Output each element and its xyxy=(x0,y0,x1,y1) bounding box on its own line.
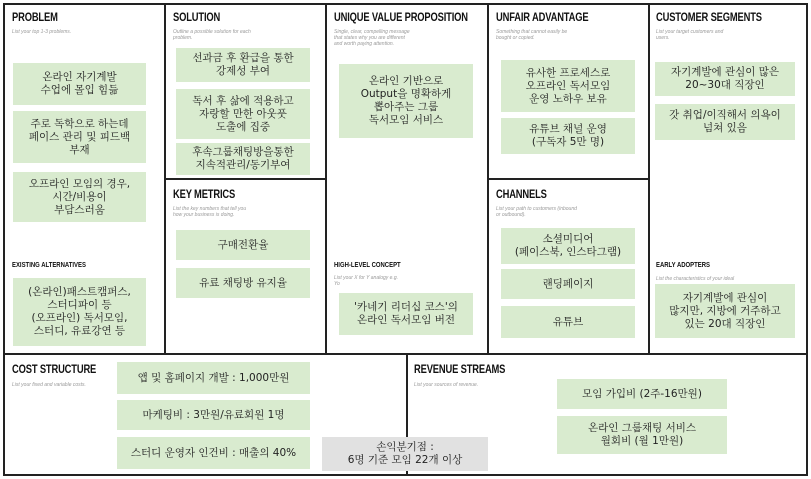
revenue-note: 온라인 그룹채팅 서비스 월회비 (월 1만원) xyxy=(557,416,727,454)
metrics-note: 구매전환율 xyxy=(176,230,310,260)
revenue-streams-header: REVENUE STREAMS xyxy=(414,362,506,376)
channels-note: 랜딩페이지 xyxy=(501,269,635,299)
solution-subtitle: Outline a possible solution for each problem. xyxy=(173,29,251,41)
problem-note: 오프라인 모임의 경우, 시간/비용이 부담스러움 xyxy=(13,172,146,222)
problem-note: 주로 독학으로 하는데 페이스 관리 및 피드백 부재 xyxy=(13,111,146,163)
high-level-concept-subtitle: List your X for Y analogy e.g. Yo xyxy=(334,275,399,287)
alternatives-note: (온라인)패스트캠퍼스, 스터디파이 등 (오프라인) 독서모임, 스터디, 유료강연 등 xyxy=(13,278,146,346)
unfair-advantage-subtitle: Something that cannot easily be bought or copied. xyxy=(496,29,568,41)
metrics-note: 유료 채팅방 유지율 xyxy=(176,268,310,298)
key-metrics-subtitle: List the key numbers that tell you how your business is doing. xyxy=(173,206,247,218)
early-adopters-subtitle: List the characteristics of your ideal xyxy=(656,276,735,282)
early-adopters-header: EARLY ADOPTERS xyxy=(656,262,711,269)
early-adopters-note: 자기계발에 관심이 많지만, 지방에 거주하고 있는 20대 직장인 xyxy=(655,284,795,338)
customer-segments-subtitle: List your target customers and users. xyxy=(656,29,724,41)
unfair-advantage-note: 유튜브 채널 운영 (구독자 5만 명) xyxy=(501,118,635,154)
cost-note: 마케팅비 : 3만원/유료회원 1명 xyxy=(117,400,310,430)
problem-note: 온라인 자기계발 수업에 몰입 힘듦 xyxy=(13,63,146,105)
problem-header: PROBLEM xyxy=(12,10,58,24)
segments-note: 갓 취업/이직해서 의욕이 넘쳐 있음 xyxy=(655,104,795,140)
divider-unfair-channels xyxy=(488,178,649,180)
divider-solution-metrics xyxy=(165,178,326,180)
border-right xyxy=(806,3,808,476)
channels-header: CHANNELS xyxy=(496,187,547,201)
solution-header: SOLUTION xyxy=(173,10,221,24)
segments-note: 자기계발에 관심이 많은 20~30대 직장인 xyxy=(655,62,795,96)
breakeven-note: 손익분기점 : 6명 기준 모임 22개 이상 xyxy=(322,437,488,471)
problem-subtitle: List your top 1-3 problems. xyxy=(12,29,72,35)
concept-note: '카네기 리더십 코스'의 온라인 독서모임 버전 xyxy=(339,293,473,335)
border-top xyxy=(3,3,808,5)
solution-note: 선과금 후 환급을 통한 강제성 부여 xyxy=(176,48,310,82)
revenue-streams-subtitle: List your sources of revenue. xyxy=(414,382,479,388)
customer-segments-header: CUSTOMER SEGMENTS xyxy=(656,10,762,24)
cost-structure-header: COST STRUCTURE xyxy=(12,362,97,376)
cost-structure-subtitle: List your fixed and variable costs. xyxy=(12,382,86,388)
revenue-note: 모임 가입비 (2주-16만원) xyxy=(557,379,727,409)
solution-note: 독서 후 삶에 적용하고 자랑할 만한 아웃풋 도출에 집중 xyxy=(176,89,310,139)
cost-note: 스터디 운영자 인건비 : 매출의 40% xyxy=(117,437,310,469)
uvp-header: UNIQUE VALUE PROPOSITION xyxy=(334,10,468,24)
border-left xyxy=(3,3,5,476)
solution-note: 후속그룹채팅방을통한 지속적관리/동기부여 xyxy=(176,143,310,175)
cost-note: 앱 및 홈페이지 개발 : 1,000만원 xyxy=(117,362,310,394)
key-metrics-header: KEY METRICS xyxy=(173,187,236,201)
existing-alternatives-header: EXISTING ALTERNATIVES xyxy=(12,262,86,269)
channels-subtitle: List your path to customers (inbound or outbound). xyxy=(496,206,577,218)
channels-note: 유튜브 xyxy=(501,306,635,338)
channels-note: 소셜미디어 (페이스북, 인스타그램) xyxy=(501,228,635,264)
unfair-advantage-note: 유사한 프로세스로 오프라인 독서모임 운영 노하우 보유 xyxy=(501,60,635,112)
unfair-advantage-header: UNFAIR ADVANTAGE xyxy=(496,10,589,24)
uvp-subtitle: Single, clear, compelling message that states why you are different and worth paying attention. xyxy=(334,29,410,47)
high-level-concept-header: HIGH-LEVEL CONCEPT xyxy=(334,262,401,269)
uvp-note: 온라인 기반으로 Output을 명확하게 뽑아주는 그룹 독서모임 서비스 xyxy=(339,64,473,138)
